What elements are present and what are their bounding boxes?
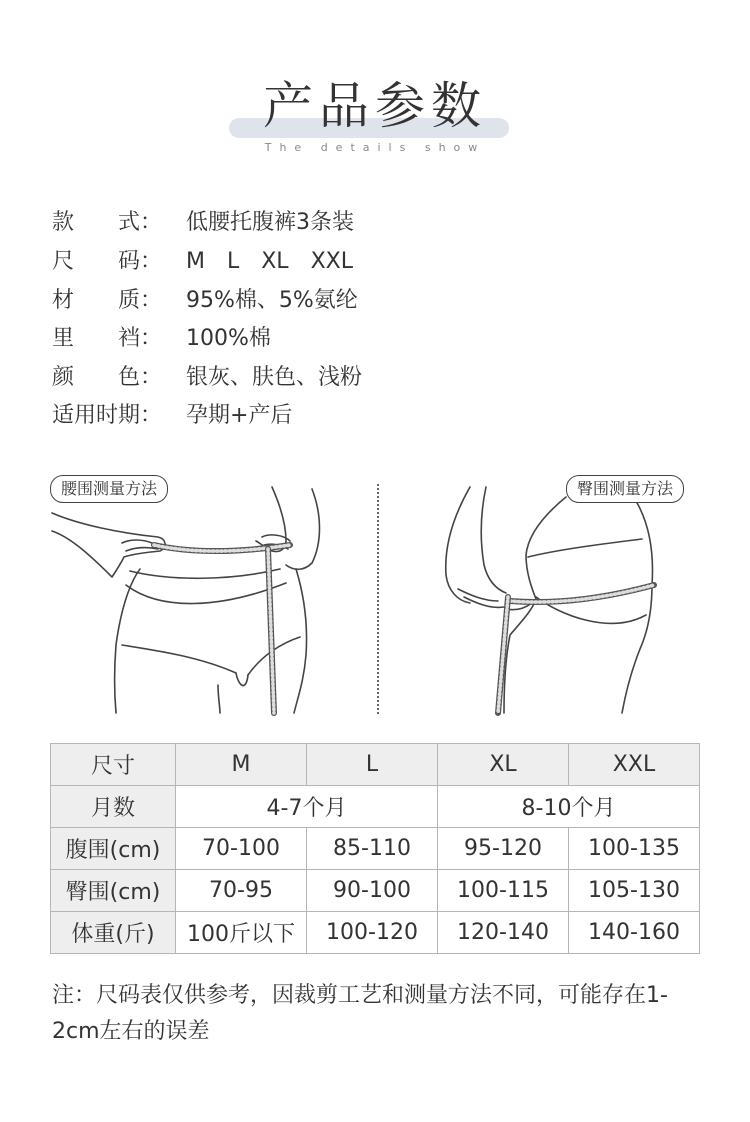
- row-label: 臀围(cm): [51, 870, 176, 912]
- size-table: [50, 743, 700, 954]
- spec-value: M L XL XXL: [186, 249, 353, 274]
- hip-measure-label: 臀围测量方法: [566, 475, 684, 503]
- spec-value: 银灰、肤色、浅粉: [186, 365, 363, 390]
- row-label: 腹围(cm): [51, 828, 176, 870]
- spec-key: 适用时期：: [52, 403, 163, 428]
- table-header-cell: L: [307, 744, 438, 786]
- table-row: [51, 828, 700, 870]
- waist-measure-illustration: [50, 485, 360, 717]
- table-header-cell: M: [176, 744, 307, 786]
- spec-key: 里 裆：: [52, 326, 163, 351]
- table-cell: 100-120: [307, 912, 438, 954]
- table-row: [51, 912, 700, 954]
- spec-key: 颜 色：: [52, 365, 163, 390]
- spec-value: 低腰托腹裤3条装: [186, 210, 354, 235]
- hip-measure-illustration: [440, 485, 710, 717]
- table-header-cell: XL: [438, 744, 569, 786]
- table-cell: 100斤以下: [176, 912, 307, 954]
- figure-divider: [377, 484, 379, 714]
- table-cell: 105-130: [569, 870, 700, 912]
- spec-value: 孕期+产后: [186, 403, 293, 428]
- table-cell: 4-7个月: [176, 786, 438, 828]
- page-subtitle: The details show: [264, 141, 486, 154]
- table-cell: 85-110: [307, 828, 438, 870]
- table-cell: 140-160: [569, 912, 700, 954]
- table-cell: 95-120: [438, 828, 569, 870]
- row-label: 体重(斤): [51, 912, 176, 954]
- table-header-row: [51, 744, 700, 786]
- waist-measure-label: 腰围测量方法: [50, 475, 168, 503]
- table-row: [51, 786, 700, 828]
- size-note: 注：尺码表仅供参考，因裁剪工艺和测量方法不同，可能存在1-2cm左右的误差: [52, 983, 668, 1044]
- table-cell: 90-100: [307, 870, 438, 912]
- table-cell: 70-95: [176, 870, 307, 912]
- table-header-cell: 尺寸: [51, 744, 176, 786]
- table-cell: 8-10个月: [438, 786, 700, 828]
- spec-value: 95%棉、5%氨纶: [186, 288, 358, 313]
- table-cell: 70-100: [176, 828, 307, 870]
- spec-value: 100%棉: [186, 326, 271, 351]
- row-label: 月数: [51, 786, 176, 828]
- page-title: 产品参数: [263, 77, 487, 135]
- table-row: [51, 870, 700, 912]
- table-cell: 120-140: [438, 912, 569, 954]
- table-cell: 100-115: [438, 870, 569, 912]
- spec-key: 尺 码：: [52, 249, 163, 274]
- spec-key: 款 式：: [52, 210, 163, 235]
- spec-key: 材 质：: [52, 288, 163, 313]
- table-header-cell: XXL: [569, 744, 700, 786]
- table-cell: 100-135: [569, 828, 700, 870]
